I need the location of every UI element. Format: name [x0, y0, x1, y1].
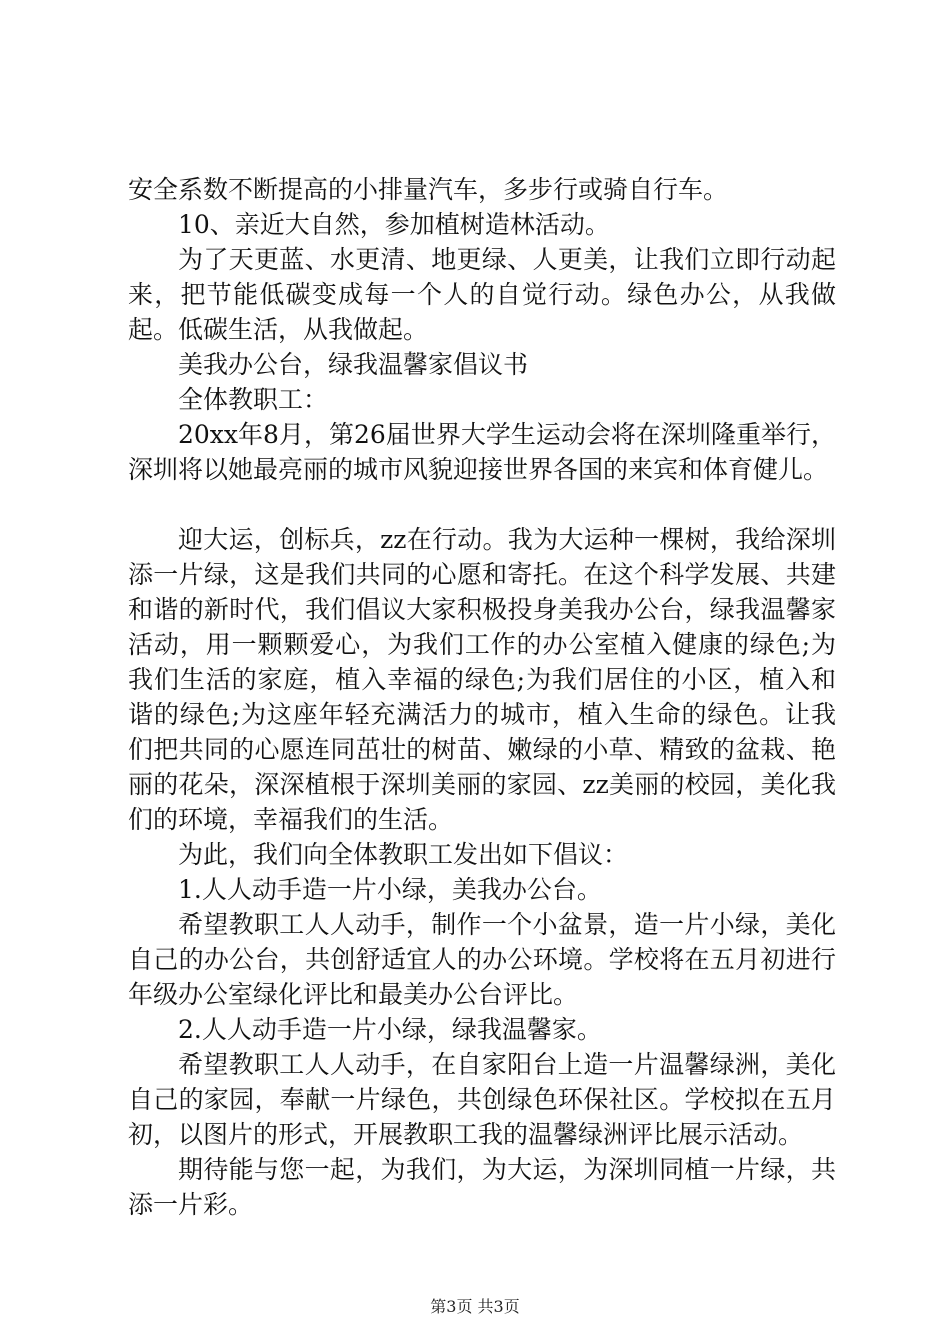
- paragraph-item-10: 10、亲近大自然，参加植树造林活动。: [178, 210, 610, 239]
- document-body: [128, 172, 836, 1222]
- paragraph-continuation: 安全系数不断提高的小排量汽车，多步行或骑自行车。: [128, 175, 729, 204]
- page-footer: [0, 1297, 950, 1317]
- paragraph-closing: 期待能与您一起，为我们，为大运，为深圳同植一片绿，共添一片彩。: [128, 1155, 836, 1219]
- page-number: 第3页 共3页: [430, 1297, 520, 1316]
- blank-line: [128, 487, 836, 522]
- paragraph-universiade: 20xx年8月，第26届世界大学生运动会将在深圳隆重举行，深圳将以她最亮丽的城市风貌迎接世界各国的来宾和体育健儿。: [128, 420, 836, 484]
- paragraph-proposal-intro: 为此，我们向全体教职工发出如下倡议：: [178, 840, 629, 869]
- proposal-title: 美我办公台，绿我温馨家倡议书: [178, 350, 529, 379]
- salutation: 全体教职工：: [178, 385, 329, 414]
- proposal-item-1-detail: 希望教职工人人动手，制作一个小盆景，造一片小绿，美化自己的办公台，共创舒适宜人的办公环境。学校将在五月初进行年级办公室绿化评比和最美办公台评比。: [128, 910, 836, 1009]
- paragraph-initiative: 迎大运，创标兵，zz在行动。我为大运种一棵树，我给深圳添一片绿，这是我们共同的心愿和寄托。在这个科学发展、共建和谐的新时代，我们倡议大家积极投身美我办公台，绿我温馨家活动，用一颗颗爱心，为我们工作的办公室植入健康的绿色;为我们生活的家庭，植入幸福的绿色;为我们居住的小区，植入和谐的绿色;为这座年轻充满活力的城市，植入生命的绿色。让我们把共同的心愿连同茁壮的树苗、嫩绿的小草、精致的盆栽、艳丽的花朵，深深植根于深圳美丽的家园、zz美丽的校园，美化我们的环境，幸福我们的生活。: [128, 525, 836, 834]
- proposal-item-1: 1.人人动手造一片小绿，美我办公台。: [178, 875, 602, 904]
- paragraph-call-to-action: 为了天更蓝、水更清、地更绿、人更美，让我们立即行动起来，把节能低碳变成每一个人的自觉行动。绿色办公，从我做起。低碳生活，从我做起。: [128, 245, 836, 344]
- proposal-item-2: 2.人人动手造一片小绿，绿我温馨家。: [178, 1015, 602, 1044]
- proposal-item-2-detail: 希望教职工人人动手，在自家阳台上造一片温馨绿洲，美化自己的家园，奉献一片绿色，共创绿色环保社区。学校拟在五月初，以图片的形式，开展教职工我的温馨绿洲评比展示活动。: [128, 1050, 836, 1149]
